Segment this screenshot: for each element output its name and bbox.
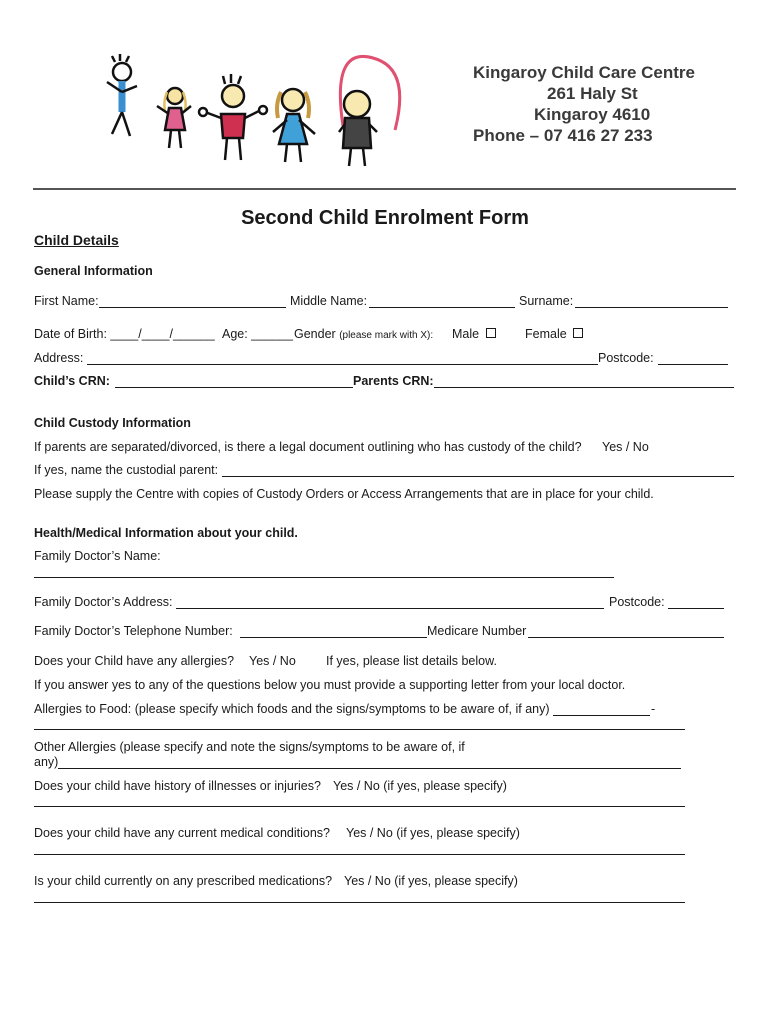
centre-town: Kingaroy 4610 bbox=[534, 105, 651, 124]
doctor-postcode-field[interactable] bbox=[668, 608, 724, 609]
food-allergies-label: Allergies to Food: (please specify which foods and the signs/symptoms to be aware of, if any) bbox=[34, 702, 550, 716]
custodial-parent-label: If yes, name the custodial parent: bbox=[34, 463, 219, 477]
history-field[interactable] bbox=[34, 806, 685, 807]
postcode-label: Postcode: bbox=[598, 351, 654, 365]
food-allergies-inline-field[interactable] bbox=[553, 715, 650, 716]
postcode-field[interactable] bbox=[658, 364, 728, 365]
children-drawing-logo bbox=[95, 52, 405, 180]
other-allergies-label-cont: any) bbox=[34, 755, 59, 769]
medicare-field[interactable] bbox=[528, 637, 724, 638]
conditions-field[interactable] bbox=[34, 854, 685, 855]
parents-crn-field[interactable] bbox=[434, 387, 734, 388]
custody-yes-no[interactable]: Yes / No bbox=[602, 440, 649, 454]
conditions-options[interactable]: Yes / No (if yes, please specify) bbox=[346, 826, 520, 840]
custody-question: If parents are separated/divorced, is there a legal document outlining who has custody of the child? bbox=[34, 440, 582, 454]
child-details-heading: Child Details bbox=[34, 232, 119, 248]
doctor-address-label: Family Doctor’s Address: bbox=[34, 595, 173, 609]
child-crn-field[interactable] bbox=[115, 387, 353, 388]
custody-supply-note: Please supply the Centre with copies of Custody Orders or Access Arrangements that are in place for your child. bbox=[34, 487, 654, 501]
medicare-label: Medicare Number bbox=[427, 624, 527, 638]
surname-label: Surname: bbox=[519, 294, 574, 308]
general-info-heading: General Information bbox=[34, 264, 153, 278]
allergies-question: Does your Child have any allergies? bbox=[34, 654, 235, 668]
doctor-name-field[interactable] bbox=[34, 577, 614, 578]
doctor-phone-field[interactable] bbox=[240, 637, 427, 638]
food-allergies-dash: - bbox=[651, 702, 656, 716]
allergies-yes-no[interactable]: Yes / No bbox=[249, 654, 296, 668]
header-divider bbox=[33, 188, 736, 190]
female-option[interactable] bbox=[525, 327, 583, 341]
health-heading: Health/Medical Information about your child. bbox=[34, 526, 298, 540]
first-name-label: First Name: bbox=[34, 294, 99, 308]
centre-street: 261 Haly St bbox=[547, 84, 638, 103]
parents-crn-label: Parents CRN: bbox=[353, 374, 434, 388]
other-allergies-label: Other Allergies (please specify and note the signs/symptoms to be aware of, if bbox=[34, 740, 465, 754]
form-title: Second Child Enrolment Form bbox=[241, 207, 529, 229]
history-question: Does your child have history of illnesses or injuries? bbox=[34, 779, 321, 793]
middle-name-label: Middle Name: bbox=[290, 294, 368, 308]
gender-label bbox=[294, 327, 433, 341]
address-label: Address: bbox=[34, 351, 84, 365]
first-name-field[interactable] bbox=[99, 307, 286, 308]
supporting-letter-note: If you answer yes to any of the questions below you must provide a supporting letter from your local doctor. bbox=[34, 678, 626, 692]
male-label: Male bbox=[452, 327, 480, 341]
centre-name: Kingaroy Child Care Centre bbox=[473, 63, 695, 82]
checkbox-icon[interactable] bbox=[573, 328, 583, 338]
conditions-question: Does your child have any current medical conditions? bbox=[34, 826, 330, 840]
doctor-name-label: Family Doctor’s Name: bbox=[34, 549, 161, 563]
gender-note: (please mark with X): bbox=[339, 330, 434, 341]
doctor-postcode-label: Postcode: bbox=[609, 595, 665, 609]
custody-heading: Child Custody Information bbox=[34, 416, 191, 430]
middle-name-field[interactable] bbox=[369, 307, 515, 308]
male-option[interactable] bbox=[452, 327, 496, 341]
custodial-parent-field[interactable] bbox=[222, 476, 734, 477]
checkbox-icon[interactable] bbox=[486, 328, 496, 338]
female-label: Female bbox=[525, 327, 567, 341]
surname-field[interactable] bbox=[575, 307, 728, 308]
history-options[interactable]: Yes / No (if yes, please specify) bbox=[333, 779, 507, 793]
other-allergies-field[interactable] bbox=[58, 768, 681, 769]
child-crn-label: Child’s CRN: bbox=[34, 374, 110, 388]
medications-field[interactable] bbox=[34, 902, 685, 903]
address-field[interactable] bbox=[87, 364, 598, 365]
centre-phone: Phone – 07 416 27 233 bbox=[473, 126, 653, 145]
medications-question: Is your child currently on any prescribed medications? bbox=[34, 874, 333, 888]
doctor-address-field[interactable] bbox=[176, 608, 604, 609]
medications-options[interactable]: Yes / No (if yes, please specify) bbox=[344, 874, 518, 888]
gender-text: Gender bbox=[294, 327, 336, 341]
dob-field[interactable]: Date of Birth: ____/____/______ bbox=[34, 327, 215, 341]
age-field[interactable]: Age: ______ bbox=[222, 327, 293, 341]
allergies-list-note: If yes, please list details below. bbox=[326, 654, 497, 668]
food-allergies-field[interactable] bbox=[34, 729, 685, 730]
doctor-phone-label: Family Doctor’s Telephone Number: bbox=[34, 624, 233, 638]
